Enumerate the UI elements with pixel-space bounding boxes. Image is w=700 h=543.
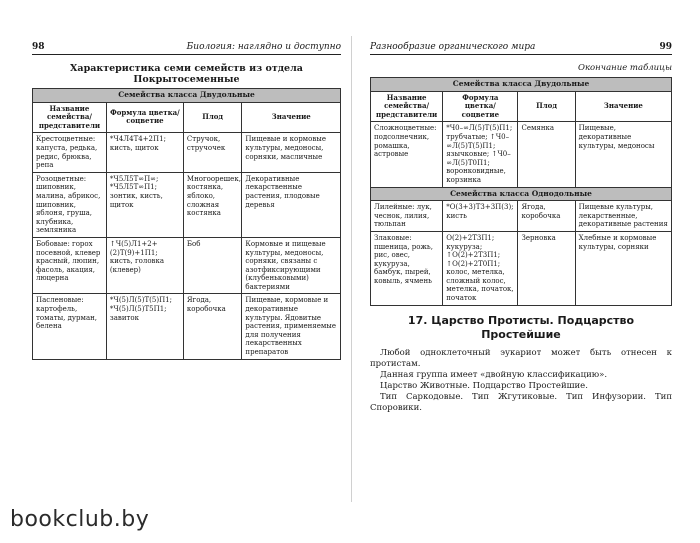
- table-row: [33, 172, 341, 237]
- column-header: Формула цветка/ соцветие: [443, 91, 518, 122]
- table-cell: Зерновка: [518, 231, 575, 305]
- table-cell: Пищевые, декоративные культуры, медоносы: [575, 122, 671, 187]
- book-spread: [22, 36, 682, 502]
- table-section-header: [33, 89, 341, 103]
- column-header: Название семейства/ представители: [371, 91, 443, 122]
- paragraph: Царство Животные. Подцарство Простейшие.: [380, 380, 588, 391]
- section-title: Семейства класса Двудольные: [371, 78, 672, 92]
- table-cell: Злаковые: пшеница, рожь, рис, овес, кукуруза, бамбук, пырей, ковыль, ячмень: [371, 231, 443, 305]
- table-cell: *Ч5Л5Т∞П∞; *Ч5Л5Т∞П1; зонтик, кисть, щиток: [106, 172, 183, 237]
- table-cell: О(2)+2Т3П1; кукуруза; ↑О(2)+2Т3П1; ↑О(2)+2Т0П1; колос, метелка, сложный колос, метелка, початок, початок: [443, 231, 518, 305]
- table-cell: Пасленовые: картофель, томаты, дурман, белена: [33, 294, 107, 359]
- table-continued-label: Окончание таблицы: [578, 63, 672, 73]
- table-cell: Ягода, коробочка: [183, 294, 242, 359]
- table-cell: Крестоцветные: капуста, редька, редис, брюква, репа: [33, 133, 107, 172]
- table-cell: Хлебные и кормовые культуры, сорняки: [575, 231, 671, 305]
- paragraph: Тип Саркодовые. Тип Жгутиковые. Тип Инфузории. Тип Споровики.: [370, 391, 672, 413]
- table-header-row: [33, 102, 341, 133]
- left-running-head: [32, 42, 341, 55]
- column-header: Формула цветка/ соцветие: [106, 102, 183, 133]
- left-page: [22, 36, 352, 502]
- table-row: [371, 122, 672, 187]
- section-title: Семейства класса Двудольные: [33, 89, 341, 103]
- table-cell: Стручок, стручочек: [183, 133, 242, 172]
- table-cell: *Ч0–∞Л(5)Т(5)П1; трубчатые; ↑Ч0–∞Л(5)Т(5)П1; язычковые; ↑Ч0–∞Л(5)Т0П1; воронковидные, корзинка: [443, 122, 518, 187]
- table-title: Характеристика семи семейств из отдела Покрытосеменные: [70, 63, 303, 85]
- table-cell: Кормовые и пищевые культуры, медоносы, сорняки, связаны с азотфиксирующими (клубеньковыми) бактериями: [242, 237, 341, 294]
- table-section-header: [371, 78, 672, 92]
- table-row: [33, 133, 341, 172]
- table-cell: Пищевые, кормовые и декоративные культуры. Ядовитые растения, применяемые для получения лекарственных препаратов: [242, 294, 341, 359]
- table-section-header: [371, 187, 672, 201]
- left-running-title: Биология: наглядно и доступно: [186, 42, 341, 52]
- chapter-title: 17. Царство Протисты. Подцарство Простейшие: [407, 313, 635, 341]
- column-header: Название семейства/ представители: [33, 102, 107, 133]
- right-running-title: Разнообразие органического мира: [370, 42, 536, 52]
- right-page-number: 99: [659, 42, 672, 52]
- right-running-head: [370, 42, 672, 55]
- table-cell: ↑Ч(5)Л1+2+(2)Т(9)+1П1; кисть, головка (клевер): [106, 237, 183, 294]
- table-cell: Лилейные: лук, чеснок, лилия, тюльпан: [371, 201, 443, 232]
- watermark-text: bookclub.by: [10, 507, 150, 532]
- table-cell: Ягода, коробочка: [518, 201, 575, 232]
- table-row: [371, 201, 672, 232]
- families-table-right: [370, 77, 672, 306]
- paragraph: Данная группа имеет «двойную классификацию».: [380, 369, 608, 380]
- table-cell: Сложноцветные: подсолнечник, ромашка, астровые: [371, 122, 443, 187]
- table-cell: Пищевые и кормовые культуры, медоносы, сорняки, масличные: [242, 133, 341, 172]
- table-row: [33, 294, 341, 359]
- table-row: [371, 231, 672, 305]
- table-cell: *Ч4Л4Т4+2П1; кисть, щиток: [106, 133, 183, 172]
- table-cell: *О(3+3)Т3+3П(3); кисть: [443, 201, 518, 232]
- table-cell: Пищевые культуры, лекарственные, декоративные растения: [575, 201, 671, 232]
- table-row: [33, 237, 341, 294]
- table-cell: Бобовые: горох посевной, клевер красный, люпин, фасоль, акация, люцерна: [33, 237, 107, 294]
- table-cell: Семянка: [518, 122, 575, 187]
- column-header: Значение: [242, 102, 341, 133]
- column-header: Значение: [575, 91, 671, 122]
- section-title: Семейства класса Однодольные: [371, 187, 672, 201]
- table-cell: Боб: [183, 237, 242, 294]
- families-table-left: [32, 88, 341, 360]
- column-header: Плод: [183, 102, 242, 133]
- table-cell: Многоорешек, костянка, яблоко, сложная костянка: [183, 172, 242, 237]
- table-cell: Декоративные лекарственные растения, плодовые деревья: [242, 172, 341, 237]
- right-page: [352, 36, 682, 502]
- paragraph: Любой одноклеточный эукариот может быть отнесен к протистам.: [370, 347, 672, 369]
- table-header-row: [371, 91, 672, 122]
- column-header: Плод: [518, 91, 575, 122]
- table-cell: Розоцветные: шиповник, малина, абрикос, шиповник, яблоня, груша, клубника, земляника: [33, 172, 107, 237]
- left-page-number: 98: [32, 42, 45, 52]
- table-cell: *Ч(5)Л(5)Т(5)П1; *Ч(5)Л(5)Т5П1; завиток: [106, 294, 183, 359]
